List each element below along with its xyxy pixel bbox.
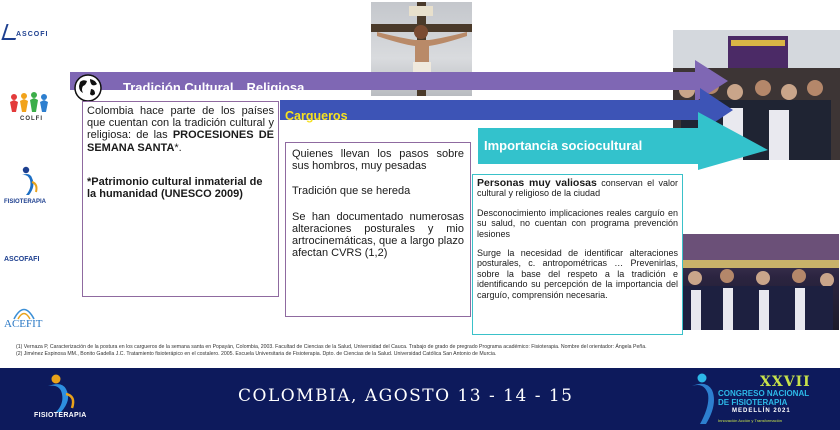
reference-1: (1) Vernaza P, Caracterización de la postura en los cargueros de la semana santa en Popayán, Colombia, 2003. Facultad de Ciencias de la Salud, Universidad del Cauca. Trabajo de grado de pregrado Programa académico: Fisioterapia. Nombre del orientador: Ángela Peña.	[16, 344, 647, 350]
importance-textbox	[472, 174, 683, 335]
congreso-line-1: CONGRESO NACIONAL	[718, 389, 810, 398]
footer-fisioterapia-logo	[30, 372, 90, 424]
acefit-logo-text: ACEFIT	[4, 318, 43, 330]
congreso-tagline: Innovación Acción y Transformación	[718, 418, 783, 423]
colfi-logo	[8, 92, 54, 128]
tradition-bold-text: PROCESIONES DE SEMANA SANTA	[87, 129, 274, 154]
carriers-photo	[677, 234, 839, 330]
importance-paragraph-3: Surge la necesidad de identificar alteraciones posturales, c. antropométricas … Prevenirlas, sobre la base del respeto a la tradición e identificando su percepción de la importancia del carguío, comprensión necesaria.	[477, 248, 678, 300]
congreso-number: XXVII	[760, 374, 811, 390]
tradition-textbox	[82, 101, 279, 297]
band-title-carriers: Cargueros	[285, 109, 348, 123]
importance-lead-text: Personas muy valiosas	[477, 177, 597, 189]
ascofafi-logo: ASCOFAFI	[4, 256, 40, 263]
footer-figure-icon	[30, 372, 90, 412]
carriers-paragraph-2: Tradición que se hereda	[292, 185, 411, 198]
congreso-line-2: DE FISIOTERAPIA	[718, 398, 788, 407]
tradition-outro-text: *.	[174, 141, 182, 154]
band-title-importance: Importancia sociocultural	[484, 138, 643, 153]
congreso-logo	[688, 370, 838, 428]
heritage-paragraph: *Patrimonio cultural inmaterial de la humanidad (UNESCO 2009)	[87, 175, 263, 201]
fisioterapia-logo	[4, 166, 56, 210]
reference-2: (2) Jiménez Espinosa MM., Bonito Gadella J.C. Tratamiento fisioterápico en el costalero. 2005. Escuela Universitaria de Fisioterapia. Dpto. de Ciencias de la Salud. Universidad Católica San Antonio de Murcia.	[16, 350, 497, 357]
footer-fisio-text: FISIOTERAPIA	[34, 412, 87, 419]
colfi-logo-text: COLFI	[20, 116, 43, 122]
carriers-paragraph-3: Se han documentado numerosas alteraciones posturales y mio artrocinemáticas, que a largo plazo afectan CVRS (1,2)	[292, 210, 464, 260]
congreso-figure-icon	[688, 372, 718, 428]
carriers-image	[677, 234, 839, 330]
people-icon	[8, 92, 54, 114]
acefit-logo	[2, 304, 58, 340]
congreso-city: MEDELLÍN 2021	[732, 408, 791, 414]
ascofi-logo-text: ASCOFI	[16, 31, 49, 38]
tradition-intro-text: Colombia hace parte de los países que cuentan con la tradición cultural y religiosa: de las	[87, 105, 274, 142]
footer-event-dates: COLOMBIA, AGOSTO 13 - 14 - 15	[238, 386, 574, 406]
tradition-paragraph	[87, 105, 274, 154]
band-title-tradition: Tradición Cultural…Religiosa	[123, 80, 305, 95]
carriers-textbox	[285, 142, 471, 317]
running-figure-icon	[18, 166, 40, 196]
carriers-paragraph-1: Quienes llevan los pasos sobre sus hombros, muy pesadas	[292, 148, 464, 173]
importance-paragraph-1	[477, 178, 678, 199]
fisioterapia-logo-text: FISIOTERAPIA	[4, 199, 47, 205]
importance-rest-text: conservan el valor cultural y religioso de la ciudad	[477, 178, 678, 199]
globe-icon	[73, 73, 103, 103]
references	[16, 344, 826, 357]
ascofi-logo	[4, 24, 62, 46]
importance-paragraph-2: Desconocimiento implicaciones reales carguío en su salud, no cuentan con programa prevención lesiones	[477, 207, 678, 239]
